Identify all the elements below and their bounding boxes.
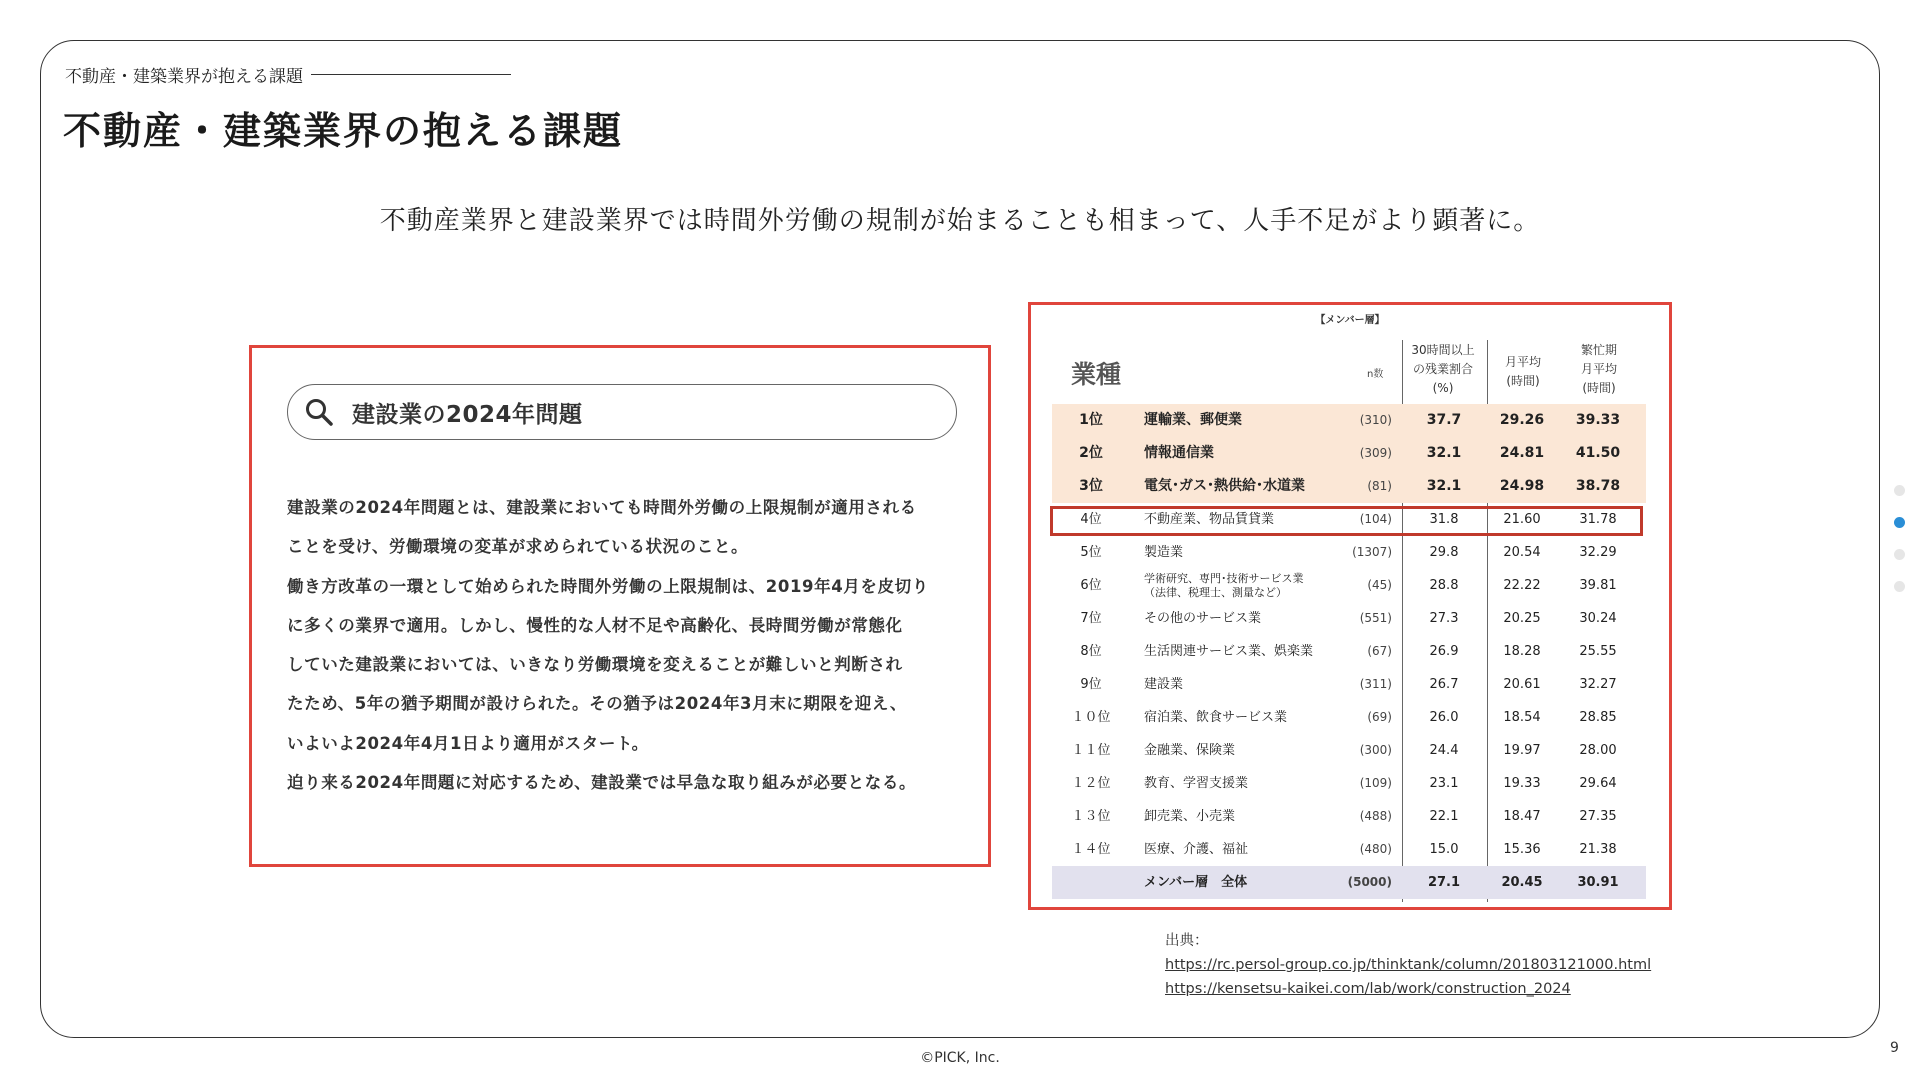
busy-season-cell: 38.78 bbox=[1575, 478, 1621, 494]
pagination-dot[interactable] bbox=[1894, 485, 1905, 496]
monthly-average-cell: 19.33 bbox=[1503, 776, 1541, 791]
industry-cell: その他のサービス業 bbox=[1144, 611, 1262, 626]
busy-season-cell: 21.38 bbox=[1579, 842, 1617, 857]
source-label: 出典： bbox=[1165, 933, 1209, 949]
rank-cell: 3位 bbox=[1079, 478, 1103, 494]
table-row bbox=[1052, 767, 1646, 800]
table-row bbox=[1052, 635, 1646, 668]
description-text bbox=[287, 488, 977, 802]
breadcrumb-rule bbox=[311, 74, 511, 75]
pagination-dot[interactable] bbox=[1894, 549, 1905, 560]
header-line: 30時間以上 bbox=[1411, 343, 1475, 357]
rank-cell: 9位 bbox=[1080, 677, 1102, 692]
search-bar bbox=[287, 384, 957, 440]
rank-cell: 7位 bbox=[1080, 611, 1102, 626]
breadcrumb bbox=[65, 62, 511, 87]
description-line: 建設業の2024年問題とは、建設業においても時間外労働の上限規制が適用される bbox=[287, 498, 917, 517]
industry-cell: メンバー層 全体 bbox=[1144, 875, 1248, 890]
monthly-average-cell: 20.45 bbox=[1501, 875, 1543, 890]
monthly-average-cell: 21.60 bbox=[1503, 512, 1541, 527]
table-row bbox=[1052, 833, 1646, 866]
overtime-ratio-cell: 31.8 bbox=[1429, 512, 1459, 527]
rank-cell: １２位 bbox=[1071, 776, 1111, 791]
industry-cell: 不動産業、物品賃貸業 bbox=[1144, 512, 1275, 527]
description-line: ことを受け、労働環境の変革が求められている状況のこと。 bbox=[287, 537, 749, 557]
overtime-ratio-cell: 32.1 bbox=[1426, 445, 1462, 461]
n-cell: (1307) bbox=[1352, 545, 1392, 559]
n-cell: (310) bbox=[1359, 413, 1392, 427]
industry-cell: 医療、介護、福祉 bbox=[1144, 842, 1249, 857]
table-row bbox=[1052, 404, 1646, 437]
n-cell: (551) bbox=[1359, 611, 1392, 625]
industry-cell: 情報通信業 bbox=[1144, 445, 1214, 461]
monthly-average-cell: 18.54 bbox=[1503, 710, 1541, 725]
table-row bbox=[1052, 734, 1646, 767]
pagination-dot[interactable] bbox=[1894, 517, 1905, 528]
overtime-ratio-cell: 24.4 bbox=[1429, 743, 1459, 758]
industry-cell: 宿泊業、飲食サービス業 bbox=[1144, 710, 1288, 725]
table-row bbox=[1052, 470, 1646, 503]
search-icon bbox=[304, 397, 334, 427]
overtime-ratio-cell: 26.7 bbox=[1429, 677, 1459, 692]
n-cell: (480) bbox=[1359, 842, 1392, 856]
n-cell: (5000) bbox=[1347, 875, 1392, 889]
busy-season-cell: 41.50 bbox=[1575, 445, 1621, 461]
header-line: 月平均 bbox=[1580, 362, 1617, 376]
header-n: n数 bbox=[1367, 369, 1384, 380]
source-block bbox=[1165, 929, 1651, 1001]
busy-season-cell: 39.81 bbox=[1579, 578, 1617, 593]
highlight-row-frame bbox=[1050, 506, 1643, 536]
table-body bbox=[1052, 404, 1646, 899]
overtime-ratio-cell: 27.3 bbox=[1429, 611, 1459, 626]
description-line: いよいよ2024年4月1日より適用がスタート。 bbox=[287, 733, 649, 753]
header-line: 月平均 bbox=[1504, 355, 1541, 369]
monthly-average-cell: 29.26 bbox=[1499, 412, 1545, 428]
monthly-average-cell: 20.54 bbox=[1503, 545, 1541, 560]
busy-season-cell: 27.35 bbox=[1579, 809, 1617, 824]
busy-season-cell: 29.64 bbox=[1579, 776, 1617, 791]
table-row bbox=[1052, 668, 1646, 701]
n-cell: (67) bbox=[1367, 644, 1392, 658]
overtime-table-panel bbox=[1028, 302, 1672, 910]
table-row bbox=[1052, 437, 1646, 470]
monthly-average-cell: 18.28 bbox=[1503, 644, 1541, 659]
description-line: たため、5年の猶予期間が設けられた。その猶予は2024年3月末に期限を迎え、 bbox=[287, 694, 908, 714]
table-row bbox=[1052, 569, 1646, 602]
explanation-panel bbox=[249, 345, 991, 867]
industry-cell: 電気･ガス･熱供給･水道業 bbox=[1144, 478, 1305, 494]
industry-cell bbox=[1144, 572, 1304, 600]
table-row bbox=[1052, 602, 1646, 635]
overtime-ratio-cell: 29.8 bbox=[1429, 545, 1459, 560]
header-line: 繁忙期 bbox=[1580, 343, 1617, 357]
busy-season-cell: 30.24 bbox=[1579, 611, 1617, 626]
page-title: 不動産・建築業界の抱える課題 bbox=[63, 109, 624, 153]
header-monthly-average bbox=[1491, 353, 1555, 391]
n-cell: (311) bbox=[1359, 677, 1392, 691]
rank-cell: １４位 bbox=[1071, 842, 1111, 857]
n-cell: (81) bbox=[1367, 479, 1392, 493]
description-line: 働き方改革の一環として始められた時間外労働の上限規制は、2019年4月を皮切り bbox=[287, 576, 929, 596]
n-cell: (109) bbox=[1359, 776, 1392, 790]
table-row bbox=[1052, 701, 1646, 734]
pagination-dot[interactable] bbox=[1894, 581, 1905, 592]
overtime-ratio-cell: 28.8 bbox=[1429, 578, 1459, 593]
overtime-ratio-cell: 15.0 bbox=[1429, 842, 1459, 857]
n-cell: (45) bbox=[1367, 578, 1392, 592]
industry-cell: 金融業、保険業 bbox=[1144, 743, 1236, 758]
busy-season-cell: 32.29 bbox=[1579, 545, 1617, 560]
header-line: の残業割合 bbox=[1412, 362, 1473, 376]
footer-copyright: ©PICK, Inc. bbox=[920, 1050, 1000, 1066]
n-cell: (104) bbox=[1359, 512, 1392, 526]
header-line: (%) bbox=[1432, 381, 1454, 395]
monthly-average-cell: 18.47 bbox=[1503, 809, 1541, 824]
rank-cell: 4位 bbox=[1080, 512, 1102, 527]
header-industry: 業種 bbox=[1071, 360, 1122, 389]
header-line: (時間) bbox=[1506, 374, 1540, 388]
description-line: に多くの業界で適用。しかし、慢性的な人材不足や高齢化、長時間労働が常態化 bbox=[287, 615, 903, 635]
industry-line: 学術研究、専門･技術サービス業 bbox=[1144, 572, 1304, 585]
n-cell: (300) bbox=[1359, 743, 1392, 757]
monthly-average-cell: 20.25 bbox=[1503, 611, 1541, 626]
source-link[interactable]: https://rc.persol-group.co.jp/thinktank/column/201803121000.html bbox=[1165, 957, 1652, 973]
monthly-average-cell: 20.61 bbox=[1503, 677, 1541, 692]
industry-cell: 建設業 bbox=[1144, 677, 1184, 692]
description-line: していた建設業においては、いきなり労働環境を変えることが難しいと判断され bbox=[287, 655, 903, 675]
page-number: 9 bbox=[1890, 1040, 1899, 1056]
industry-line: （法律、税理士、測量など） bbox=[1144, 586, 1287, 599]
monthly-average-cell: 24.98 bbox=[1499, 478, 1545, 494]
busy-season-cell: 25.55 bbox=[1579, 644, 1617, 659]
table-caption: 【メンバー層】 bbox=[1315, 315, 1385, 326]
overtime-ratio-cell: 27.1 bbox=[1427, 875, 1461, 890]
monthly-average-cell: 19.97 bbox=[1503, 743, 1541, 758]
industry-cell: 運輸業、郵便業 bbox=[1144, 412, 1242, 428]
monthly-average-cell: 15.36 bbox=[1503, 842, 1541, 857]
overtime-ratio-cell: 37.7 bbox=[1426, 412, 1462, 428]
industry-cell: 製造業 bbox=[1144, 545, 1184, 560]
monthly-average-cell: 24.81 bbox=[1499, 445, 1545, 461]
rank-cell: １３位 bbox=[1071, 809, 1111, 824]
n-cell: (309) bbox=[1359, 446, 1392, 460]
rank-cell: 1位 bbox=[1079, 412, 1103, 428]
description-line: 迫り来る2024年問題に対応するため、建設業では早急な取り組みが必要となる。 bbox=[287, 773, 917, 793]
search-query: 建設業の2024年問題 bbox=[352, 401, 583, 428]
header-line: (時間) bbox=[1582, 381, 1616, 395]
rank-cell: １１位 bbox=[1071, 743, 1111, 758]
rank-cell: 2位 bbox=[1079, 445, 1103, 461]
rank-cell: １０位 bbox=[1071, 710, 1111, 725]
rank-cell: 8位 bbox=[1080, 644, 1102, 659]
overtime-ratio-cell: 26.9 bbox=[1429, 644, 1459, 659]
busy-season-cell: 32.27 bbox=[1579, 677, 1617, 692]
n-cell: (69) bbox=[1367, 710, 1392, 724]
page-subtitle: 不動産業界と建設業界では時間外労働の規制が始まることも相まって、人手不足がより顕著に。 bbox=[379, 206, 1541, 236]
table-row bbox=[1052, 536, 1646, 569]
table-row bbox=[1052, 866, 1646, 899]
breadcrumb-label: 不動産・建築業界が抱える課題 bbox=[65, 67, 303, 87]
busy-season-cell: 31.78 bbox=[1579, 512, 1617, 527]
monthly-average-cell: 22.22 bbox=[1503, 578, 1541, 593]
table-row bbox=[1052, 800, 1646, 833]
overtime-ratio-cell: 26.0 bbox=[1429, 710, 1459, 725]
rank-cell: 6位 bbox=[1080, 578, 1102, 593]
industry-cell: 卸売業、小売業 bbox=[1144, 809, 1236, 824]
overtime-ratio-cell: 23.1 bbox=[1429, 776, 1459, 791]
busy-season-cell: 28.00 bbox=[1579, 743, 1617, 758]
busy-season-cell: 28.85 bbox=[1579, 710, 1617, 725]
slide-pagination bbox=[1894, 485, 1905, 613]
rank-cell: 5位 bbox=[1080, 545, 1102, 560]
header-busy-season bbox=[1567, 341, 1631, 398]
industry-cell: 教育、学習支援業 bbox=[1144, 776, 1249, 791]
overtime-ratio-cell: 22.1 bbox=[1429, 809, 1459, 824]
busy-season-cell: 30.91 bbox=[1577, 875, 1619, 890]
n-cell: (488) bbox=[1359, 809, 1392, 823]
source-link[interactable]: https://kensetsu-kaikei.com/lab/work/construction_2024 bbox=[1165, 981, 1571, 997]
busy-season-cell: 39.33 bbox=[1575, 412, 1621, 428]
overtime-ratio-cell: 32.1 bbox=[1426, 478, 1462, 494]
industry-cell: 生活関連サービス業、娯楽業 bbox=[1144, 644, 1314, 659]
header-overtime-ratio bbox=[1407, 341, 1479, 398]
